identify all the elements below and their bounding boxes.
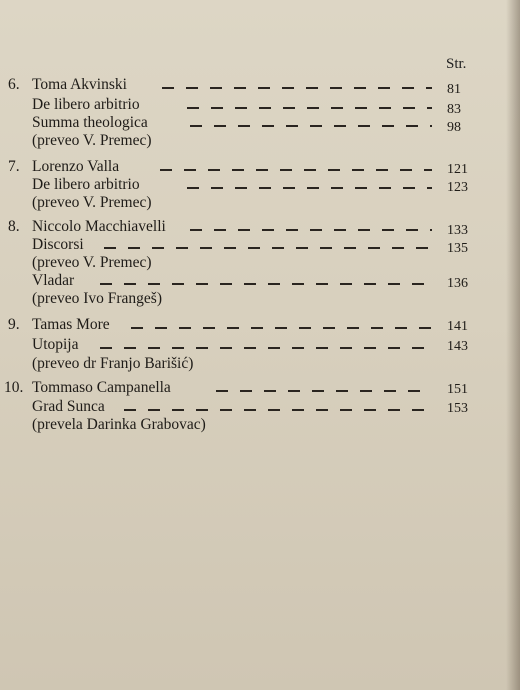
page-number: 121	[447, 162, 468, 177]
page-number: 143	[447, 339, 468, 354]
entry-title: Vladar	[32, 272, 75, 289]
translator-note: (preveo V. Premec)	[32, 254, 152, 271]
leader-dashes	[124, 409, 432, 411]
leader-dashes	[160, 169, 432, 171]
page-number: 83	[447, 102, 461, 117]
translator-note: (prevela Darinka Grabovac)	[32, 416, 206, 433]
toc-entry-9	[0, 316, 480, 336]
entry-author: Tamas More	[32, 316, 110, 333]
leader-dashes	[100, 347, 432, 349]
toc-entry-note	[0, 355, 480, 375]
toc-entry-note	[0, 290, 480, 310]
leader-dashes	[162, 87, 432, 89]
translator-note: (preveo dr Franjo Barišić)	[32, 355, 194, 372]
toc-entry-10	[0, 379, 480, 399]
entry-title: Grad Sunca	[32, 398, 105, 415]
toc-entry-6	[0, 76, 480, 96]
leader-dashes	[190, 125, 432, 127]
leader-dashes	[190, 229, 432, 231]
leader-dashes	[131, 327, 432, 329]
page-number: 133	[447, 223, 468, 238]
translator-note: (preveo Ivo Frangeš)	[32, 290, 162, 307]
leader-dashes	[187, 107, 432, 109]
entry-author: Niccolo Macchiavelli	[32, 218, 166, 235]
entry-title: Summa theologica	[32, 114, 148, 131]
entry-title: De libero arbitrio	[32, 176, 140, 193]
entry-title: De libero arbitrio	[32, 96, 140, 113]
toc-entry-7	[0, 158, 480, 178]
toc-entry-note	[0, 254, 480, 274]
page-number: 141	[447, 319, 468, 334]
page-column-label: Str.	[446, 56, 467, 72]
entry-number: 6.	[8, 76, 20, 93]
toc-entry-note	[0, 416, 480, 436]
page-number: 123	[447, 180, 468, 195]
leader-dashes	[216, 390, 432, 392]
page-number: 151	[447, 382, 468, 397]
toc-entry-note	[0, 132, 480, 152]
leader-dashes	[100, 283, 432, 285]
toc-entry-title	[0, 336, 480, 356]
entry-author: Tommaso Campanella	[32, 379, 171, 396]
page-number: 81	[447, 82, 461, 97]
entry-number: 7.	[8, 158, 20, 175]
entry-number: 9.	[8, 316, 20, 333]
page-number: 136	[447, 276, 468, 291]
leader-dashes	[104, 247, 432, 249]
entry-title: Discorsi	[32, 236, 84, 253]
page-number: 98	[447, 120, 461, 135]
toc-entry-title	[0, 96, 480, 116]
toc-entry-title	[0, 236, 480, 256]
translator-note: (preveo V. Premec)	[32, 132, 152, 149]
toc-entry-8	[0, 218, 480, 238]
entry-title: Utopija	[32, 336, 79, 353]
leader-dashes	[187, 187, 432, 189]
toc-entry-note	[0, 194, 480, 214]
toc-entry-title	[0, 272, 480, 292]
entry-number: 8.	[8, 218, 20, 235]
page-number: 153	[447, 401, 468, 416]
toc-entry-title	[0, 398, 480, 418]
entry-author: Toma Akvinski	[32, 76, 127, 93]
entry-number: 10.	[4, 379, 24, 396]
translator-note: (preveo V. Premec)	[32, 194, 152, 211]
toc-entry-title	[0, 176, 480, 196]
page-number: 135	[447, 241, 468, 256]
entry-author: Lorenzo Valla	[32, 158, 120, 175]
toc-entry-title	[0, 114, 480, 134]
